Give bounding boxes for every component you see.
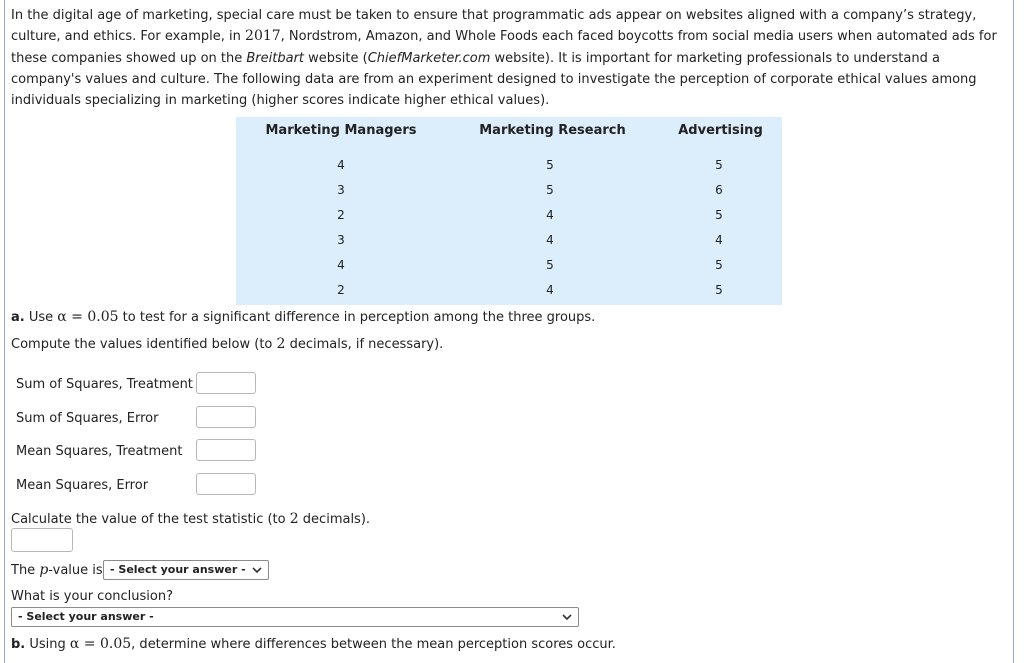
column-marketing-managers (236, 117, 446, 305)
part-b-text: , determine where differences between the mean perception scores occur. (131, 637, 616, 652)
compute-instruction (11, 336, 443, 352)
intro-text-1: In the digital age of marketing, special care must be taken to ensure that programmatic ads appear on websites aligned with a company’s strategy, culture, and ethics. For example, in (11, 8, 977, 45)
ss-treatment-label: Sum of Squares, Treatment (16, 377, 193, 392)
part-a-text: to test for a significant difference in perception among the three groups. (118, 310, 596, 325)
calc-text: decimals). (298, 512, 371, 527)
table-cell: 3 (337, 183, 345, 197)
table-cell: 6 (715, 183, 723, 197)
calc-text: Calculate the value of the test statistic (to (11, 512, 290, 527)
alpha-expression: α = 0.05 (57, 309, 119, 325)
ms-error-input[interactable] (196, 473, 256, 495)
ss-treatment-input[interactable] (196, 372, 256, 394)
table-cell: 4 (546, 283, 554, 297)
table-cell: 5 (715, 208, 723, 222)
intro-chiefmarketer: ChiefMarketer.com (367, 50, 491, 66)
pvalue-text: -value is (48, 563, 103, 578)
calc-decimals: 2 (289, 511, 299, 527)
part-a-letter: a. (11, 310, 25, 325)
table-cell: 5 (546, 158, 554, 172)
column-header: Marketing Managers (265, 123, 417, 138)
table-cell: 4 (337, 158, 345, 172)
pvalue-text: The (11, 563, 40, 578)
conclusion-select[interactable] (11, 607, 579, 627)
table-cell: 4 (546, 233, 554, 247)
compute-text: Compute the values identified below (to (11, 337, 277, 352)
ms-error-label: Mean Squares, Error (16, 478, 149, 493)
intro-text-4: website). It is important for marketing professionals to understand a company's values and culture. The following data are from an experiment designed to investigate the perception of corporate ethical values among individuals specializing in marketing (higher scores indicate higher ethical values). (11, 50, 977, 109)
ss-error-input[interactable] (196, 406, 256, 428)
intro-year: 2017 (245, 28, 281, 45)
part-a-text: Use (24, 310, 58, 325)
intro-text-2: , Nordstrom, Amazon, and Whole Foods each faced boycotts from social media users when automated ads for these companies showed up on the (11, 29, 997, 66)
pvalue-select-value: - Select your answer - (110, 563, 246, 576)
problem-intro (11, 5, 1006, 111)
table-cell: 4 (546, 208, 554, 222)
table-cell: 5 (715, 258, 723, 272)
column-advertising (659, 117, 782, 305)
part-b-letter: b. (11, 637, 26, 652)
ms-treatment-label: Mean Squares, Treatment (16, 444, 183, 459)
compute-text: decimals, if necessary). (285, 337, 444, 352)
part-b-prompt (11, 636, 616, 652)
table-cell: 4 (337, 258, 345, 272)
intro-text-3: website ( (304, 50, 368, 66)
intro-breitbart: Breitbart (246, 50, 305, 66)
ms-treatment-input[interactable] (196, 439, 256, 461)
compute-decimals: 2 (276, 336, 286, 352)
conclusion-select-value: - Select your answer - (18, 610, 154, 623)
chevron-down-icon (252, 565, 262, 575)
table-cell: 2 (337, 208, 345, 222)
column-header: Marketing Research (479, 123, 626, 138)
part-b-text: Using (25, 637, 70, 652)
test-statistic-instruction (11, 511, 370, 527)
table-cell: 5 (546, 183, 554, 197)
alpha-expression: α = 0.05 (69, 636, 132, 652)
pvalue-select[interactable] (103, 560, 269, 580)
column-marketing-research (446, 117, 659, 305)
ss-error-label: Sum of Squares, Error (16, 411, 159, 426)
data-table (236, 117, 782, 305)
table-cell: 4 (715, 233, 723, 247)
conclusion-question: What is your conclusion? (11, 589, 173, 604)
table-cell: 5 (715, 283, 723, 297)
table-cell: 2 (337, 283, 345, 297)
table-cell: 5 (715, 158, 723, 172)
column-header: Advertising (678, 123, 763, 138)
chevron-down-icon (562, 612, 572, 622)
table-cell: 3 (337, 233, 345, 247)
table-cell: 5 (546, 258, 554, 272)
test-statistic-input[interactable] (11, 528, 73, 552)
pvalue-label (11, 562, 103, 578)
part-a-prompt (11, 309, 595, 325)
pvalue-p: p (39, 562, 49, 578)
